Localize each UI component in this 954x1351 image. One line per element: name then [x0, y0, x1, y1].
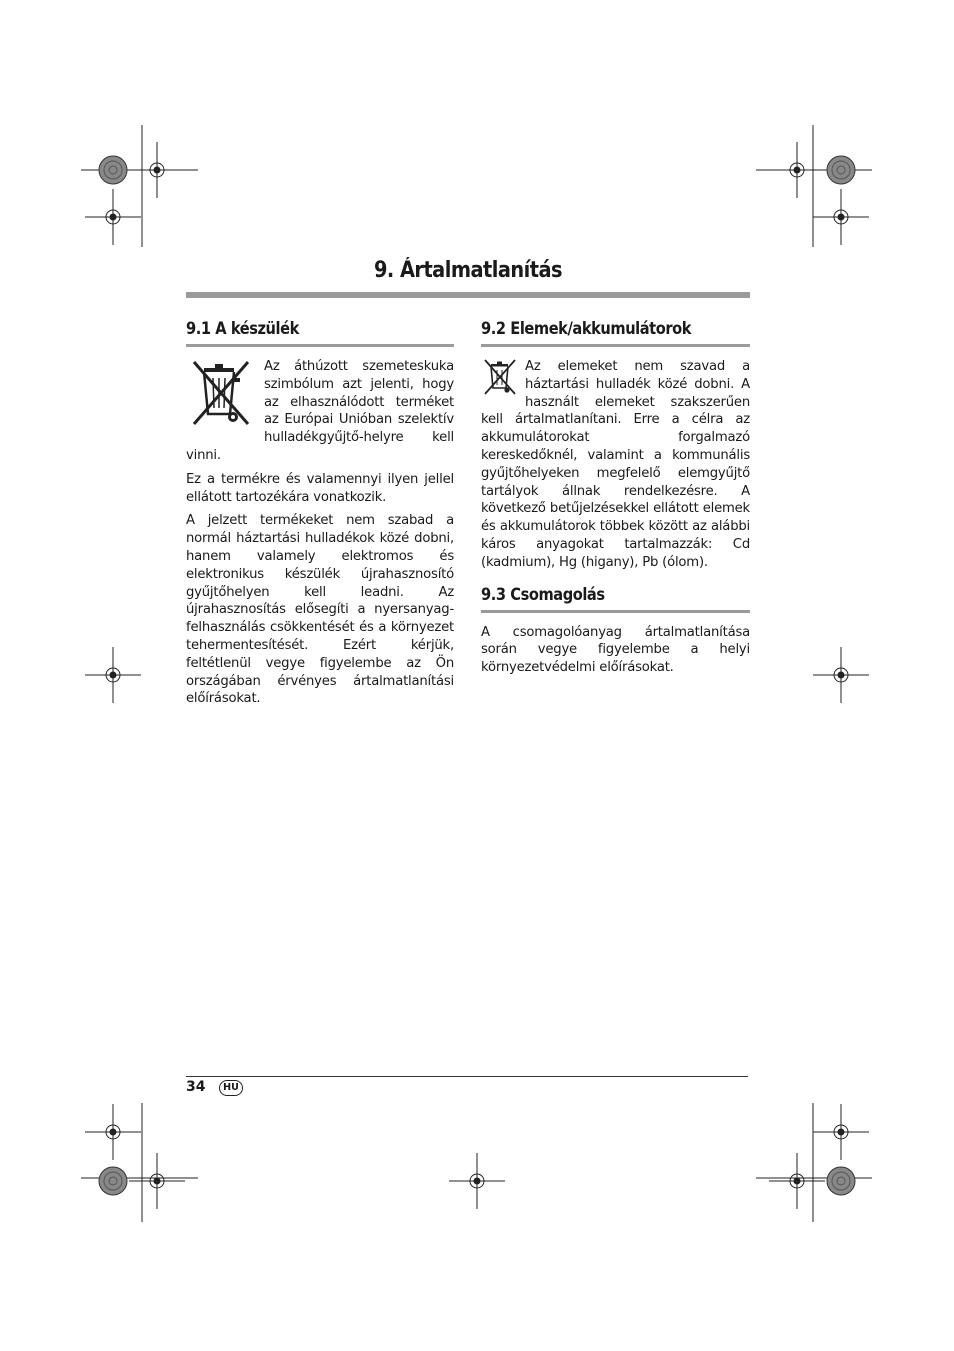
section-device	[186, 316, 454, 714]
paragraph: Az áthúzott szemeteskuka szimbólum azt jelenti, hogy az elhasználódott terméket az Európai Unióban szelektív hulladékgyűjtő-helyre kell vinni.	[186, 359, 454, 463]
language-badge: HU	[219, 1080, 243, 1096]
paragraph: A jelzett termékeket nem szabad a normál háztartási hulladékok közé dobni, hanem valamely elektromos és elektronikus készülék újrahasznosító gyűjtőhelyen kell leadni. Az újrahasznosítás elősegíti a nyersanyag-felhasználás csökkentését és a környezet tehermentesítését. Ezért kérjük, feltétlenül vegye figyelembe az Ön országában érvényes ártalmatlanítási előírásokat.	[186, 513, 454, 707]
paragraph: Az elemeket nem szavad a háztartási hulladék közé dobni. A használt elemeket szakszerűen kell ártalmatlanítani. Erre a célra az akkumulátorokat forgalmazó kereskedőknél, valamint a kommunális gyűjtőhelyeken megfelelő elemgyűjtő tartályok állnak rendelkezésre. A következő betűjelzésekkel ellátott elemek és akkumulátorok többek között az alábbi káros anyagokat tartalmazzák: Cd (kadmium), Hg (higany), Pb (ólom).	[481, 359, 750, 570]
section-packaging	[481, 582, 750, 677]
paragraph: Ez a termékre és valamennyi ilyen jellel ellátott tartozékára vonatkozik.	[186, 471, 454, 505]
section-divider	[186, 344, 454, 347]
page-title: 9. Ártalmatlanítás	[373, 258, 562, 283]
footer-divider	[186, 1076, 748, 1077]
crossed-out-wheelie-bin-icon	[186, 358, 258, 430]
title-divider	[186, 292, 750, 298]
section-divider	[481, 610, 750, 613]
section-heading: 9.2 Elemek/akkumulátorok	[481, 319, 692, 339]
section-heading: 9.1 A készülék	[186, 319, 299, 339]
section-heading: 9.3 Csomagolás	[481, 584, 605, 605]
section-divider	[481, 344, 750, 347]
section-batteries	[481, 316, 750, 683]
crossed-out-bin-icon	[481, 358, 519, 396]
paragraph: A csomagolóanyag ártalmatlanítása során vegye figyelembe a helyi környezetvédelmi előírásokat.	[481, 624, 750, 676]
page-number: 34	[186, 1079, 206, 1095]
